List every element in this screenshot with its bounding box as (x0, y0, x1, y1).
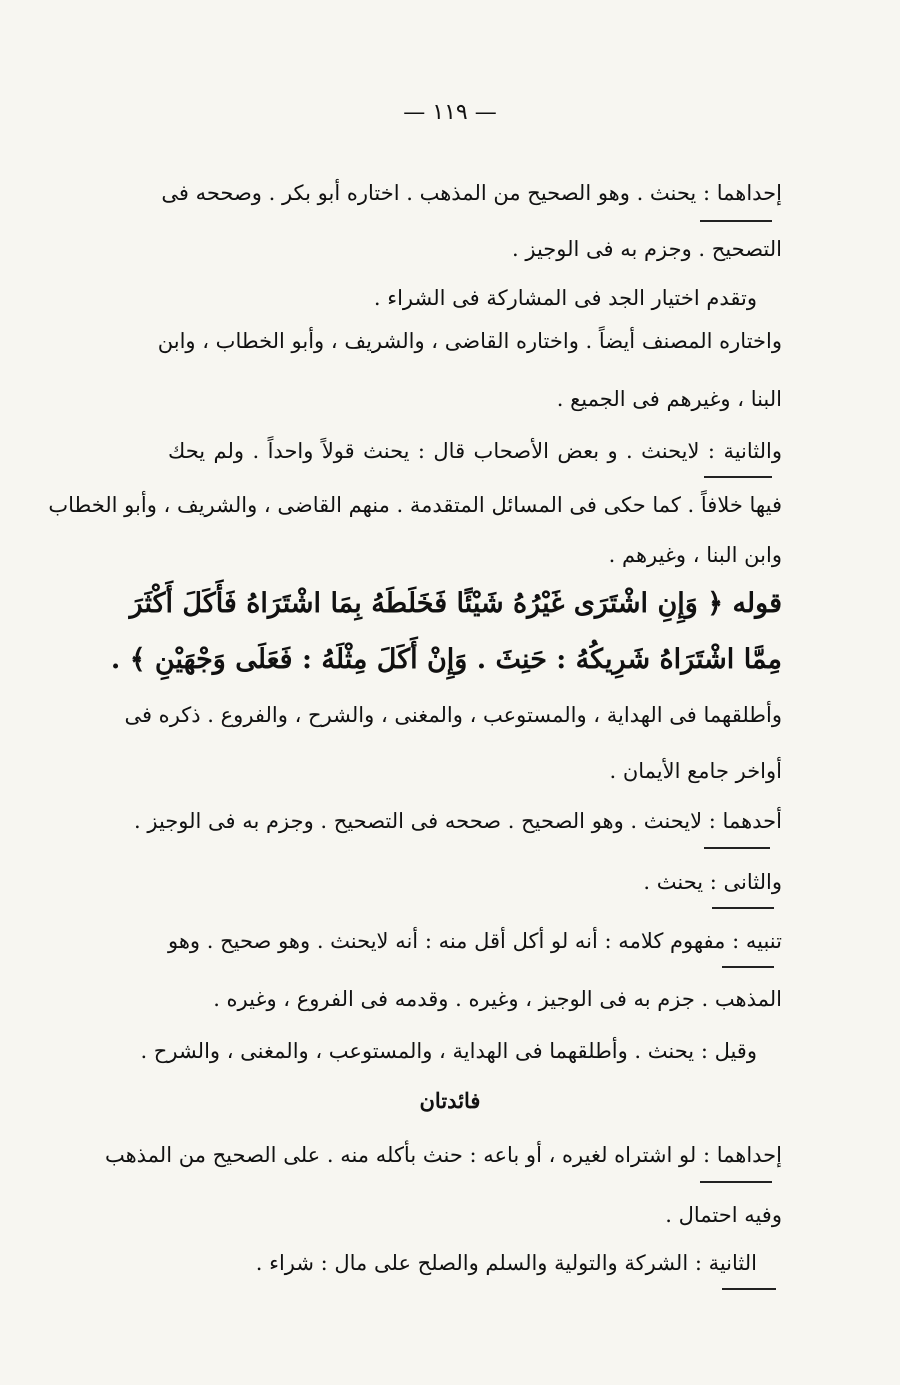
heading-underline-3 (704, 847, 770, 849)
text-line-11: أحدهما : لايحنث . وهو الصحيح . صححه فى التصحيح . وجزم به فى الوجيز . (134, 809, 782, 833)
text-line-12: والثانى : يحنث . (643, 870, 782, 894)
text-line-6: والثانية : لايحنث . و بعض الأصحاب قال : يحنث قولاً واحداً . ولم يحك (168, 439, 782, 463)
text-line-1: إحداهما : يحنث . وهو الصحيح من المذهب . اختاره أبو بكر . وصححه فى (161, 181, 782, 205)
text-line-18: الثانية : الشركة والتولية والسلم والصلح على مال : شراء . (255, 1251, 757, 1275)
text-line-10: أواخر جامع الأيمان . (609, 759, 782, 783)
quote-line-1: قوله ﴿ وَإِنِ اشْتَرَى غَيْرُهُ شَيْئًا فَخَلَطَهُ بِمَا اشْتَرَاهُ فَأَكَلَ أَكْثَرَ (129, 588, 782, 619)
text-line-14: المذهب . جزم به فى الوجيز ، وغيره . وقدمه فى الفروع ، وغيره . (213, 987, 782, 1011)
heading-underline-4 (712, 907, 774, 909)
text-line-16: إحداهما : لو اشتراه لغيره ، أو باعه : حنث بأكله منه . على الصحيح من المذهب (104, 1143, 782, 1167)
heading-underline-1 (700, 220, 772, 222)
text-line-9: وأطلقهما فى الهداية ، والمستوعب ، والمغنى ، والشرح ، والفروع . ذكره فى (124, 703, 782, 727)
heading-underline-7 (722, 1288, 776, 1290)
text-line-8: وابن البنا ، وغيرهم . (608, 543, 782, 567)
text-line-13: تنبيه : مفهوم كلامه : أنه لو أكل أقل منه : أنه لايحنث . وهو صحيح . وهو (168, 929, 782, 953)
text-line-7: فيها خلافاً . كما حكى فى المسائل المتقدمة . منهم القاضى ، والشريف ، وأبو الخطاب (48, 493, 782, 517)
text-line-4: واختاره المصنف أيضاً . واختاره القاضى ، والشريف ، وأبو الخطاب ، وابن (157, 329, 782, 353)
text-line-15: وقيل : يحنث . وأطلقهما فى الهداية ، والمستوعب ، والمغنى ، والشرح . (140, 1039, 757, 1063)
text-line-5: البنا ، وغيرهم فى الجميع . (556, 387, 782, 411)
heading-underline-2 (704, 476, 772, 478)
heading-underline-5 (722, 966, 774, 968)
quote-line-2: مِمَّا اشْتَرَاهُ شَرِيكُهُ : حَنِثَ . وَإِنْ أَكَلَ مِثْلَهُ : فَعَلَى وَجْهَيْنِ ﴾ . (110, 644, 782, 675)
text-line-17: وفيه احتمال . (665, 1203, 782, 1227)
heading-underline-6 (700, 1181, 772, 1183)
page-number: — ١١٩ — (403, 100, 497, 125)
text-line-2: التصحيح . وجزم به فى الوجيز . (512, 237, 782, 261)
text-line-3: وتقدم اختيار الجد فى المشاركة فى الشراء . (373, 286, 757, 310)
section-heading: فائدتان (419, 1088, 481, 1113)
